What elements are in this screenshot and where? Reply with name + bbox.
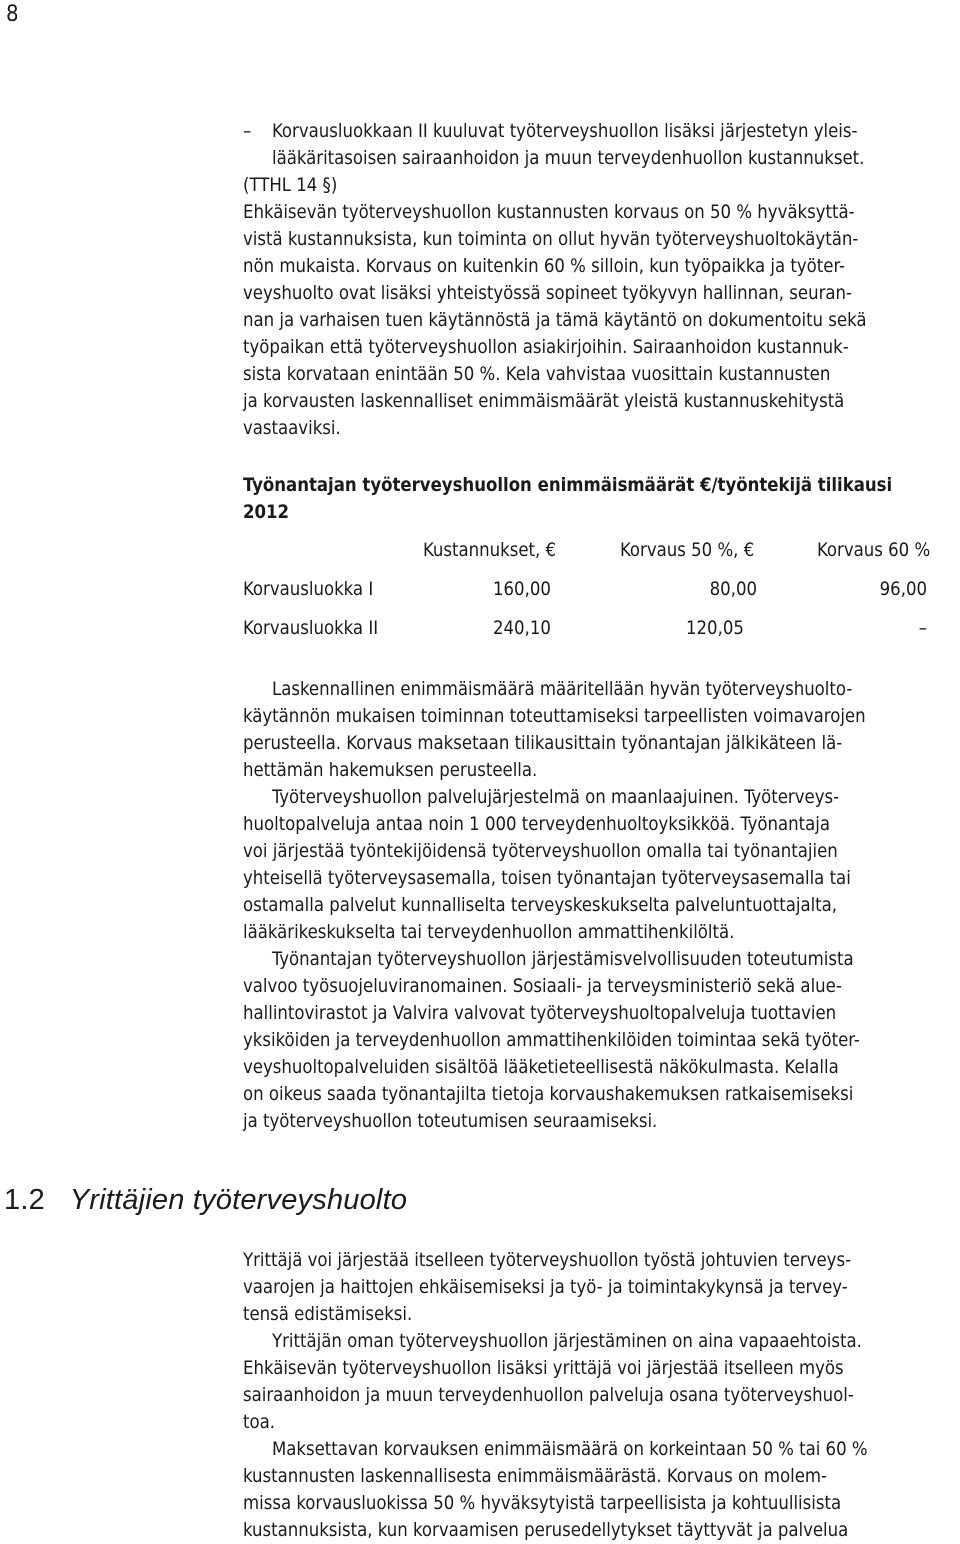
text-line: hallintovirastot ja Valvira valvovat työterveyshuoltopalveluja tuottavien: [243, 1003, 837, 1024]
text-line: Ehkäisevän työterveyshuollon lisäksi yrittäjä voi järjestää itselleen myös: [243, 1358, 844, 1379]
text-line: veyshuoltopalveluiden sisältöä lääketieteellisestä näkökulmasta. Kelalla: [243, 1057, 839, 1078]
list-dash: –: [243, 121, 252, 142]
text-line: nan ja varhaisen tuen käytännöstä ja tämä käytäntö on dokumentoitu sekä: [243, 310, 867, 331]
table-header: Korvaus 60 %: [817, 540, 931, 561]
table-cell: 240,10: [493, 618, 551, 639]
text-line: valvoo työsuojeluviranomainen. Sosiaali- ja terveysministeriö sekä alue-: [243, 976, 842, 997]
text-line: Yrittäjä voi järjestää itselleen työterveyshuollon työstä johtuvien terveys-: [243, 1250, 852, 1271]
text-line: Laskennallinen enimmäismäärä määritellään hyvän työterveyshuolto-: [272, 679, 853, 700]
text-line: Korvausluokkaan II kuuluvat työterveyshuollon lisäksi järjestetyn yleis-: [272, 121, 858, 142]
text-line: Maksettavan korvauksen enimmäismäärä on korkeintaan 50 % tai 60 %: [272, 1439, 868, 1460]
text-line: missa korvausluokissa 50 % hyväksytyistä tarpeellisista ja kohtuullisista: [243, 1493, 842, 1514]
table-cell: 96,00: [879, 579, 927, 600]
table-title-line: 2012: [243, 502, 290, 523]
section-body: [243, 1247, 955, 1544]
text-line: vastaaviksi.: [243, 418, 341, 439]
text-line: toa.: [243, 1412, 275, 1433]
text-line: kustannuksista, kun korvaamisen perusedellytykset täyttyvät ja palvelua: [243, 1520, 849, 1541]
text-line: veyshuolto ovat lisäksi yhteistyössä sopineet työkyvyn hallinnan, seuran-: [243, 283, 852, 304]
table-header: Korvaus 50 %, €: [620, 540, 755, 561]
text-line: kustannusten laskennallisesta enimmäismäärästä. Korvaus on molem-: [243, 1466, 827, 1487]
cost-table: [243, 540, 955, 650]
text-line: ja työterveyshuollon toteutumisen seuraamiseksi.: [243, 1111, 658, 1132]
text-line: yhteisellä työterveysasemalla, toisen työnantajan työterveysasemalla tai: [243, 868, 851, 889]
table-cell: 80,00: [709, 579, 757, 600]
section-heading: [4, 1184, 407, 1217]
section-number: 1.2: [4, 1184, 45, 1216]
text-line: voi järjestää työntekijöidensä työterveyshuollon omalla tai työnantajien: [243, 841, 838, 862]
table-cell: –: [918, 618, 927, 639]
text-line: työpaikan että työterveyshuollon asiakirjoihin. Sairaanhoidon kustannuk-: [243, 337, 849, 358]
text-line: käytännön mukaisen toiminnan toteuttamiseksi tarpeellisten voimavarojen: [243, 706, 866, 727]
text-line: huoltopalveluja antaa noin 1 000 terveydenhuoltoyksikköä. Työnantaja: [243, 814, 830, 835]
table-row-label: Korvausluokka II: [243, 618, 379, 639]
text-line: lääkärikeskukselta tai terveydenhuollon ammattihenkilöltä.: [243, 922, 735, 943]
text-line: on oikeus saada työnantajilta tietoja korvaushakemuksen ratkaisemiseksi: [243, 1084, 854, 1105]
table-cell: 120,05: [686, 618, 744, 639]
table-cell: 160,00: [493, 579, 551, 600]
text-line: sista korvataan enintään 50 %. Kela vahvistaa vuosittain kustannusten: [243, 364, 831, 385]
text-line: vaarojen ja haittojen ehkäisemiseksi ja työ- ja toimintakykynsä ja tervey-: [243, 1277, 848, 1298]
text-line: perusteella. Korvaus maksetaan tilikausittain työnantajan jälkikäteen lä-: [243, 733, 843, 754]
body-text-block: [243, 676, 955, 1135]
text-line: Ehkäisevän työterveyshuollon kustannusten korvaus on 50 % hyväksyttä-: [243, 202, 855, 223]
text-line: ostamalla palvelut kunnalliselta terveyskeskukselta palveluntuottajalta,: [243, 895, 838, 916]
text-line: Yrittäjän oman työterveyshuollon järjestäminen on aina vapaaehtoista.: [272, 1331, 862, 1352]
text-line: ja korvausten laskennalliset enimmäismäärät yleistä kustannuskehitystä: [243, 391, 845, 412]
table-title: [243, 472, 955, 526]
text-line: sairaanhoidon ja muun terveydenhuollon palveluja osana työterveyshuol-: [243, 1385, 854, 1406]
text-line: yksiköiden ja terveydenhuollon ammattihenkilöiden toimintaa sekä työter-: [243, 1030, 860, 1051]
text-line: lääkäritasoisen sairaanhoidon ja muun terveydenhuollon kustannukset.: [272, 148, 865, 169]
top-text-block: [243, 118, 955, 442]
section-title: Yrittäjien työterveyshuolto: [69, 1184, 408, 1216]
table-title-line: Työnantajan työterveyshuollon enimmäismäärät €/työntekijä tilikausi: [243, 475, 893, 496]
text-line: nön mukaista. Korvaus on kuitenkin 60 % silloin, kun työpaikka ja työter-: [243, 256, 846, 277]
table-header: Kustannukset, €: [423, 540, 557, 561]
text-line: tensä edistämiseksi.: [243, 1304, 413, 1325]
text-line: Työnantajan työterveyshuollon järjestämisvelvollisuuden toteutumista: [272, 949, 854, 970]
page-number: 8: [6, 2, 20, 27]
text-line: vistä kustannuksista, kun toiminta on ollut hyvän työterveyshuoltokäytän-: [243, 229, 859, 250]
text-line: Työterveyshuollon palvelujärjestelmä on maanlaajuinen. Työterveys-: [272, 787, 840, 808]
table-row-label: Korvausluokka I: [243, 579, 374, 600]
text-line: hettämän hakemuksen perusteella.: [243, 760, 538, 781]
text-line: (TTHL 14 §): [243, 175, 338, 196]
